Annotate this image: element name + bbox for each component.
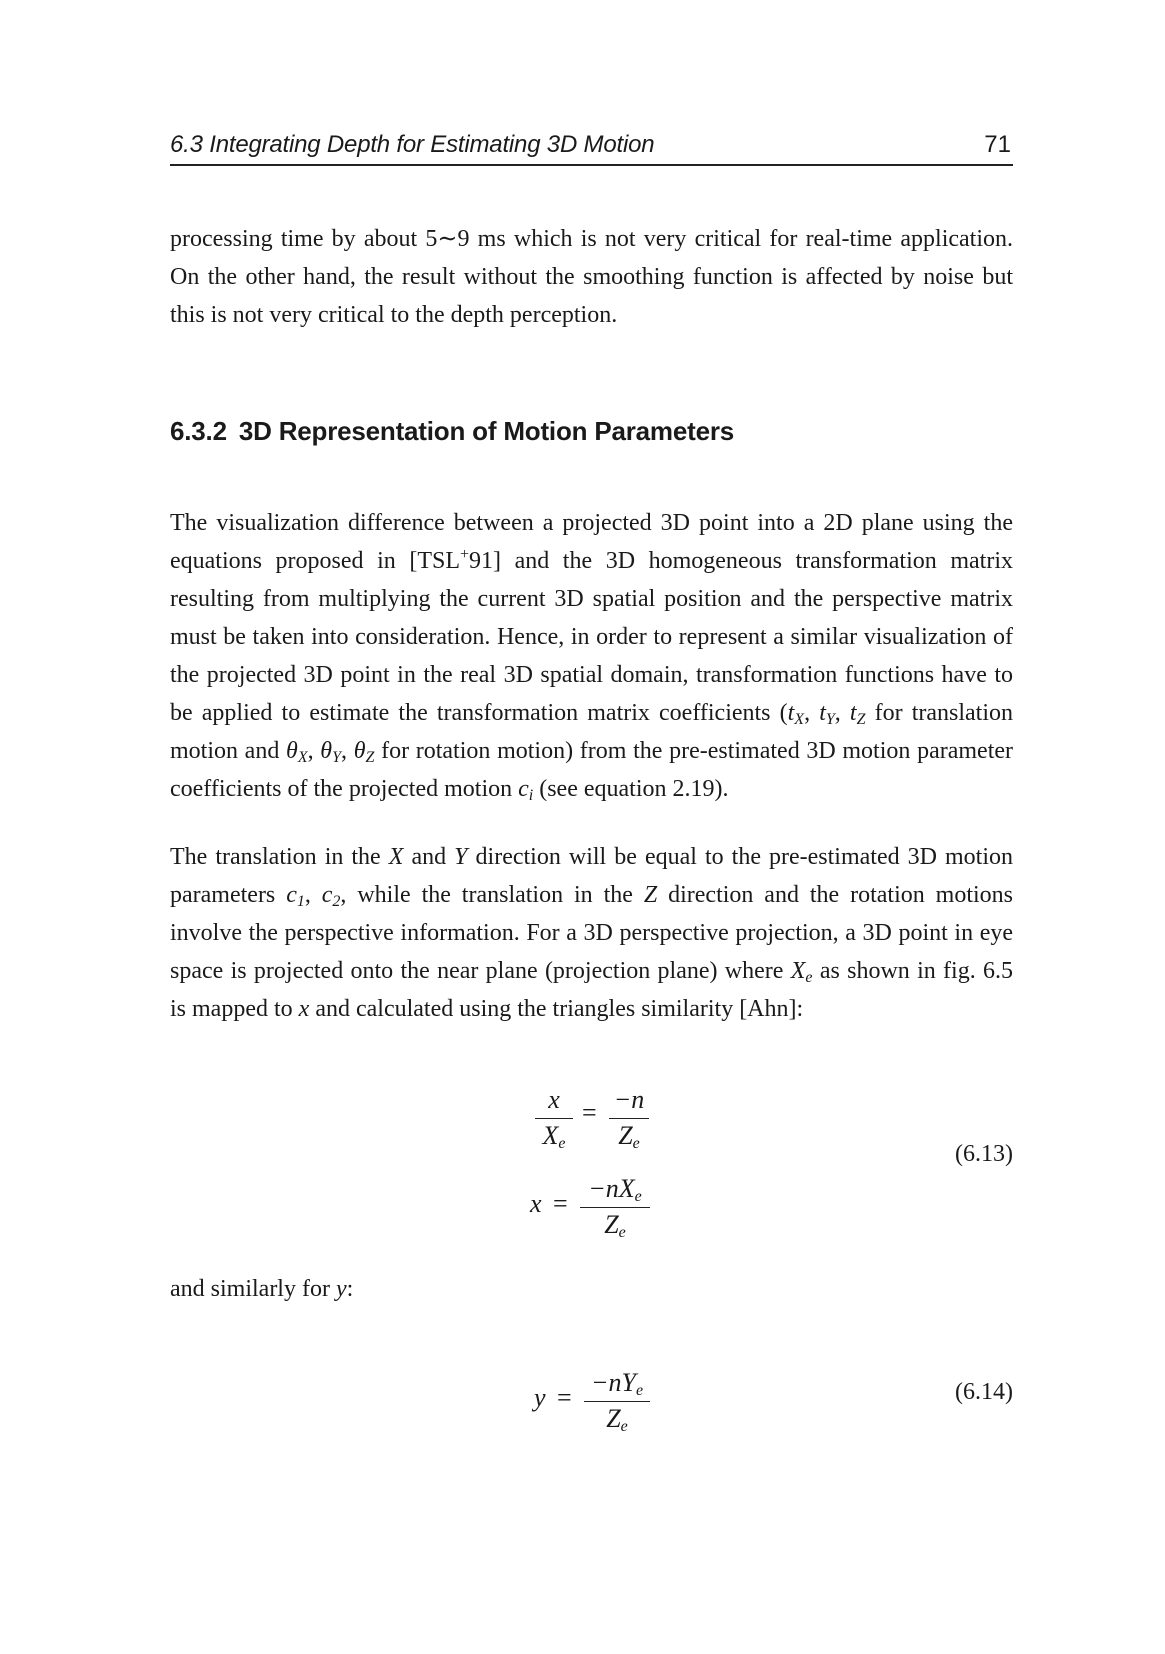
- math-c2: $c_2$: [321, 882, 341, 910]
- text-run: direction will be equal to the pre-estimated 3D motion parameters: [170, 844, 1014, 908]
- numerator: −n: [613, 1085, 645, 1114]
- math-y: y: [335, 1276, 347, 1302]
- text-run: The translation in the: [170, 844, 389, 870]
- math-ci: $c_i$: [518, 776, 534, 804]
- denominator: $Z_e$: [606, 1404, 628, 1435]
- equation-number-6-14: (6.14): [955, 1379, 1013, 1405]
- citation-superscript: +: [460, 546, 470, 563]
- equation-number-6-13: (6.13): [955, 1141, 1013, 1167]
- paragraph-visualization: The visualization difference between a projected 3D point into a 2D plane using the equations proposed in [TSL+91] and the 3D homogeneous transformation matrix resulting from multiplying the current 3D spatial position and the perspective matrix must be taken into consideration. Hence, in order to represent a similar visualization of the projected 3D point in the real 3D spatial domain, transformation functions have to be applied to estimate the transformation matrix coefficients ($t_X$, $t_Y$, $t_Z$ for translation motion and $\theta_X$, $\theta_Y$, $\theta_Z$ for rotation motion) from the pre-estimated 3D motion parameter coefficients of the projected motion $c_i$ (see equation 2.19).: [170, 510, 1014, 804]
- text-run: for translation motion and: [170, 700, 1014, 764]
- paragraph-continued: processing time by about 5∼9 ms which is not very critical for real-time application. On the other hand, the result without the smoothing function is affected by noise but this is not very critical to the depth perception.: [170, 226, 1013, 328]
- text-run: and similarly for: [170, 1276, 336, 1302]
- math-Xe: $X_e$: [790, 958, 813, 986]
- equals-sign: =: [557, 1383, 572, 1412]
- equals-sign: =: [582, 1098, 597, 1127]
- math-c1: $c_1$: [286, 882, 305, 910]
- fraction-bar: [580, 1207, 650, 1208]
- text-run: for rotation motion) from the pre-estimated 3D motion parameter coefficients of the projected motion: [170, 738, 1014, 802]
- fraction-bar: [535, 1118, 573, 1119]
- text-run: 91] and the 3D homogeneous transformation matrix resulting from multiplying the current 3D spatial position and the perspective matrix must be taken into consideration. Hence, in order to represent a similar visualization of the projected 3D point in the real 3D spatial domain, transformation functions have to be applied to estimate the transformation matrix coefficients (: [170, 548, 1013, 726]
- numerator: $-nY_e$: [590, 1368, 644, 1399]
- math-theta-x: $\theta_X$: [286, 738, 308, 766]
- numerator: $-nX_e$: [588, 1174, 642, 1205]
- fraction-x-over-Xe: [535, 1085, 573, 1151]
- fraction-bar: [584, 1401, 650, 1402]
- math-tz: $t_Z$: [849, 700, 866, 728]
- text-run: as shown in fig. 6.5 is mapped to: [170, 958, 1014, 1022]
- text-run: (see equation 2.19).: [533, 776, 729, 802]
- section-heading-number: 6.3.2: [170, 416, 227, 446]
- paragraph-translation: The translation in the X and Y direction will be equal to the pre-estimated 3D motion parameters $c_1$, $c_2$, while the translation in the Z direction and the rotation motions involve the perspective information. For a 3D perspective projection, a 3D point in eye space is projected onto the near plane (projection plane) where $X_e$ as shown in fig. 6.5 is mapped to x and calculated using the triangles similarity [Ahn]:: [170, 844, 1014, 1022]
- text-run: and: [403, 844, 455, 870]
- text-run: The visualization difference between a projected 3D point into a 2D plane using the equations proposed in [TSL: [170, 510, 1013, 574]
- text-run: :: [346, 1276, 354, 1302]
- fraction-negn-over-Ze: [609, 1085, 649, 1151]
- math-x: x: [298, 996, 310, 1022]
- lhs-y: y: [534, 1383, 546, 1412]
- math-Z: Z: [643, 882, 658, 908]
- fraction-bar: [609, 1118, 649, 1119]
- fraction-negnYe-over-Ze: [584, 1368, 650, 1434]
- page-number: 71: [984, 131, 1011, 158]
- text-run: and calculated using the triangles similarity [Ahn]:: [309, 996, 804, 1022]
- text-run: , while the translation in the: [340, 882, 644, 908]
- paragraph-similarly: [170, 1270, 1013, 1308]
- math-tx: $t_X$: [787, 700, 805, 728]
- denominator: $X_e$: [542, 1121, 566, 1152]
- math-ty: $t_Y$: [819, 700, 835, 728]
- math-theta-y: $\theta_Y$: [320, 738, 341, 766]
- running-header-section: 6.3 Integrating Depth for Estimating 3D Motion: [170, 131, 655, 158]
- equals-sign: =: [553, 1189, 568, 1218]
- section-heading: [170, 412, 734, 450]
- denominator: $Z_e$: [604, 1210, 626, 1241]
- running-header: [170, 128, 1013, 166]
- fraction-negnXe-over-Ze: [580, 1174, 650, 1240]
- math-Y: Y: [454, 844, 468, 870]
- denominator: $Z_e$: [618, 1121, 640, 1152]
- numerator: x: [548, 1085, 560, 1114]
- section-heading-title: 3D Representation of Motion Parameters: [238, 416, 735, 446]
- math-X: X: [388, 844, 404, 870]
- lhs-x: x: [530, 1189, 542, 1218]
- math-theta-z: $\theta_Z$: [353, 738, 375, 766]
- text-run: direction and the rotation motions involve the perspective information. For a 3D perspective projection, a 3D point in eye space is projected onto the near plane (projection plane) where: [170, 882, 1014, 984]
